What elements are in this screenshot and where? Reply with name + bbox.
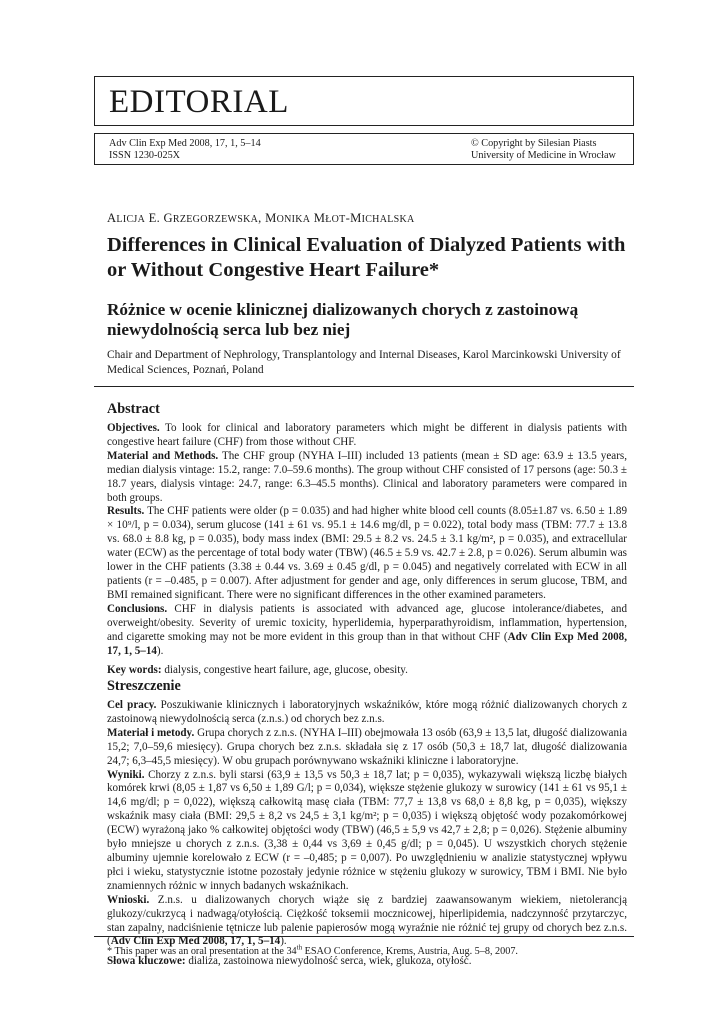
copyright-line-1: © Copyright by Silesian Piasts xyxy=(471,138,597,149)
editorial-header-box xyxy=(94,76,634,126)
divider-top xyxy=(94,386,634,387)
abstract-section xyxy=(107,401,627,678)
streszczenie-heading: Streszczenie xyxy=(107,678,181,694)
footnote-sup: th xyxy=(296,943,303,952)
slowa-kluczowe-label: Słowa kluczowe: xyxy=(107,955,186,968)
conclusions-label: Conclusions. xyxy=(107,602,168,615)
conclusions-end: ). xyxy=(156,644,164,657)
conclusions-text: CHF in dialysis patients is associated with advanced age, glucose intolerance/diabetes, and overweight/obesity. Severity of uremic toxicity, hyperlidemia, hyperparathyroidism, inflammation, hypertension, and cigarette smoking may not be more evident in this group than in that without CHF ( xyxy=(107,602,627,643)
streszczenie-section xyxy=(107,678,627,969)
streszczenie-keywords xyxy=(107,955,627,969)
cel-text: Poszukiwanie klinicznych i laboratoryjnych wskaźników, które mogą różnić dializowanych chorych z zastoinową niewydolnością serca (z.n.s.) od chorych bez z.n.s. xyxy=(107,699,627,725)
footnote-text-before: * This paper was an oral presentation at the 34 xyxy=(107,946,297,957)
abstract-body xyxy=(107,422,627,658)
journal-meta-left xyxy=(109,138,261,162)
wnioski-end: ). xyxy=(280,935,287,948)
metody-label: Materiał i metody. xyxy=(107,726,195,739)
keywords-label: Key words: xyxy=(107,664,162,677)
methods-label: Material and Methods. xyxy=(107,449,219,462)
divider-bottom xyxy=(94,936,634,937)
results-text: The CHF patients were older (p = 0.035) and had higher white blood cell counts (8.05±1.87 vs. 6.50 ± 1.89 × 10⁹/l, p = 0.034), serum glucose (141 ± 61 vs. 95.1 ± 14.6 mg/dl, p = 0.022), total body mass (TBM: 77.7 ± 13.8 vs. 68.0 ± 8.8 kg, p = 0.035), body mass index (BMI: 29.5 ± 8.2 vs. 24.5 ± 3.1 kg/m², p = 0.035), and extracellular water (ECW) as the percentage of total body water (TBW) (46.5 ± 5.9 vs. 42.7 ± 2.8, p = 0.026). Serum albumin was lower in the CHF patients (3.38 ± 0.44 vs. 3.69 ± 0.45 g/dl, p = 0.045) and negatively correlated with ECW in all patients (r = –0.485, p = 0.007). After adjustment for gender and age, only differences in serum glucose, TBM, and BMI remained significant. There were no significant differences in the other examined parameters. xyxy=(107,505,627,601)
results-label: Results. xyxy=(107,505,145,518)
slowa-kluczowe-text: dializa, zastoinowa niewydolność serca, wiek, glukoza, otyłość. xyxy=(185,955,472,968)
article-title-pl: Różnice w ocenie klinicznej dializowanych chorych z zastoinową niewydolnością serca lub bez niej xyxy=(107,300,579,339)
wnioski-text: Z.n.s. u dializowanych chorych wiąże się z bardziej zaawansowanym wiekiem, nietolerancją glukozy/cukrzycą i nadwagą/otyłością. Ciężkość toksemii mocznicowej, hiperlipidemia, nadczynność przytarczyc, stan zapalny, nadciśnienie tętnicze lub palenie papierosów mogą wyraźnie nie różnić tej grupy od chorych bez z.n.s. ( xyxy=(107,893,627,948)
cel-label: Cel pracy. xyxy=(107,699,157,711)
wyniki-label: Wyniki. xyxy=(107,768,145,781)
abstract-heading: Abstract xyxy=(107,401,160,417)
section-label: EDITORIAL xyxy=(109,84,289,120)
objectives-text: To look for clinical and laboratory parameters which might be different in dialysis patients with congestive heart failure (CHF) from those without CHF. xyxy=(107,422,627,448)
wyniki-text: Chorzy z z.n.s. byli starsi (63,9 ± 13,5 vs 50,3 ± 18,7 lat; p = 0,035), wykazywali większą liczbę białych komórek krwi (8,05 ± 1,87 vs 6,50 ± 1,89 G/l; p = 0,034), większe stężenie glukozy w surowicy (141 ± 61 vs 95,1 ± 14,6 mg/dl; p = 0,022), większą całkowitą masę ciała (TBM: 77,7 ± 13,8 vs 68,0 ± 8,8 kg, p = 0,035), większy wskaźnik masy ciała (BMI: 29,5 ± 8,2 vs 24,5 ± 3,1 kg/m²; p = 0,035) i większą objętość wody pozakomórkowej (ECW) wyrażoną jako % całkowitej objętości wody (TBW) (46,5 ± 5,9 vs 42,7 ± 2,8; p = 0,026). Stężenie albuminy było mniejsze u chorych z z.n.s. (3,38 ± 0,44 vs 3,69 ± 0,45 g/dl; p = 0,045). U wszystkich chorych stężenie albuminy ujemnie korelowało z ECW (r = –0,485; p = 0,007). Po uwzględnieniu w analizie statystycznej wpływu płci i wieku, statystycznie istotne pozostały jedynie różnice w stężeniu glukozy w surowicy, TBM i BMI. Nie było znamiennych różnic w innych badanych wskaźnikach. xyxy=(107,768,627,892)
metody-text: Grupa chorych z z.n.s. (NYHA I–III) obejmowała 13 osób (63,9 ± 13,5 lat, długość dializowania 15,2; 7,0–59,6 miesięcy). Grupa chorych bez z.n.s. składała się z 17 osób (50,3 ± 18,7 lat, długość dializowania 24,7; 6,3–45,5 miesięcy). W obu grupach porównywano wskaźniki kliniczne i laboratoryjne. xyxy=(107,726,627,767)
wnioski-citation: Adv Clin Exp Med 2008, 17, 1, 5–14 xyxy=(110,935,281,948)
conclusions-citation: Adv Clin Exp Med 2008, 17, 1, 5–14 xyxy=(107,630,627,657)
footnote xyxy=(107,943,627,957)
authors: ALICJA E. GRZEGORZEWSKA, MONIKA MŁOT-MICHALSKA xyxy=(107,211,415,225)
objectives-label: Objectives. xyxy=(107,422,160,434)
footnote-text-after: ESAO Conference, Krems, Austria, Aug. 5–8, 2007. xyxy=(302,946,518,957)
journal-citation: Adv Clin Exp Med 2008, 17, 1, 5–14 xyxy=(109,138,261,149)
journal-issn: ISSN 1230-025X xyxy=(109,150,181,161)
journal-meta-box xyxy=(94,133,634,165)
affiliation: Chair and Department of Nephrology, Transplantology and Internal Diseases, Karol Marcinkowski University of Medical Sciences, Poznań, Poland xyxy=(107,349,621,376)
article-title-en: Differences in Clinical Evaluation of Dialyzed Patients with or Without Congestive Heart Failure* xyxy=(107,234,626,281)
streszczenie-body xyxy=(107,699,627,949)
copyright-line-2: University of Medicine in Wrocław xyxy=(471,150,616,161)
journal-copyright xyxy=(471,138,616,162)
methods-text: The CHF group (NYHA I–III) included 13 patients (mean ± SD age: 63.9 ± 13.5 years, median dialysis vintage: 15.2, range: 7.0–59.6 months). The group without CHF consisted of 17 persons (age: 50.3 ± 18.7 years, dialysis vintage: 24.7, range: 6.3–45.5 months). Clinical and laboratory parameters were compared in both groups. xyxy=(107,449,627,504)
keywords-text: dialysis, congestive heart failure, age, glucose, obesity. xyxy=(161,664,408,677)
abstract-keywords xyxy=(107,664,627,678)
wnioski-label: Wnioski. xyxy=(107,893,150,906)
